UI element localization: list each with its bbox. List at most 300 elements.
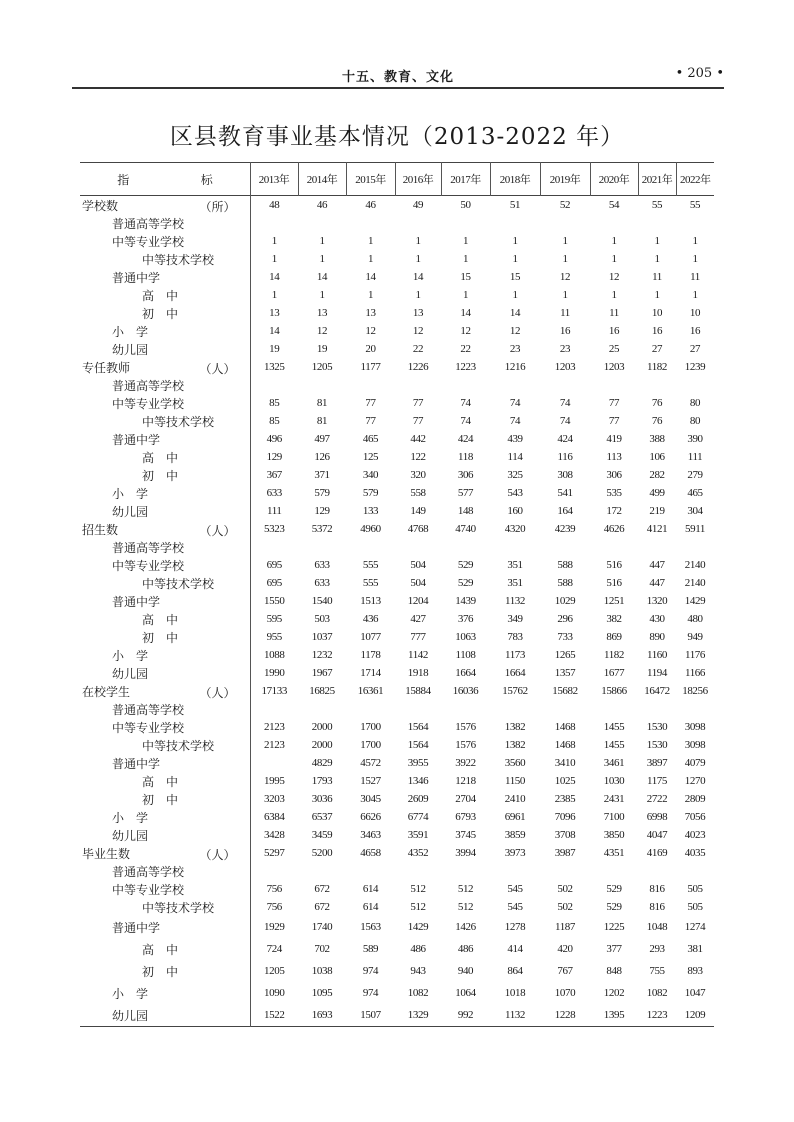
section-title: 十五、教育、文化 [341, 70, 454, 85]
row-label-cell [80, 394, 250, 412]
value-cell: 382 [606, 613, 622, 625]
value-cell: 1346 [407, 775, 429, 787]
table-row [80, 484, 714, 502]
value-cell: 325 [507, 469, 523, 481]
value-cell: 1329 [407, 1009, 429, 1021]
row-label-cell [80, 826, 250, 844]
table-row [80, 574, 714, 592]
value-cell: 633 [266, 487, 282, 499]
row-label: 初 中 [142, 964, 179, 979]
value-cell: 77 [365, 397, 376, 409]
row-label: 初 中 [142, 630, 179, 645]
value-cell: 1793 [311, 775, 333, 787]
row-unit: （所） [199, 200, 236, 214]
value-cell [638, 376, 676, 394]
value-cell: 10 [689, 307, 701, 319]
value-cell: 447 [649, 559, 665, 571]
row-label-cell [80, 358, 250, 376]
row-label-cell [80, 628, 250, 646]
value-cell: 76 [651, 397, 663, 409]
row-label: 幼儿园 [112, 1008, 149, 1023]
value-cell: 388 [649, 433, 665, 445]
value-cell: 1 [654, 235, 660, 247]
value-cell: 465 [687, 487, 703, 499]
value-cell: 1 [611, 289, 617, 301]
value-cell: 1455 [603, 721, 625, 733]
row-unit: （人） [199, 848, 236, 862]
value-cell: 52 [559, 199, 571, 211]
value-cell: 1225 [603, 921, 625, 933]
value-cell: 1132 [505, 1009, 525, 1021]
value-cell: 1967 [311, 667, 333, 679]
table-row [80, 592, 714, 610]
value-cell: 376 [457, 613, 474, 625]
value-cell: 133 [362, 505, 379, 517]
value-cell: 1205 [311, 361, 333, 373]
row-label: 普通中学 [112, 432, 161, 447]
value-cell: 3428 [264, 829, 285, 841]
table-row [80, 880, 714, 898]
value-cell: 1918 [407, 667, 429, 679]
value-cell: 1160 [647, 649, 667, 661]
table-row [80, 646, 714, 664]
value-cell: 3461 [603, 757, 625, 769]
value-cell: 293 [649, 943, 665, 955]
value-cell: 11 [690, 271, 700, 283]
value-cell: 577 [457, 487, 474, 499]
value-cell [250, 214, 298, 232]
value-cell [590, 700, 638, 718]
value-cell: 529 [457, 559, 474, 571]
table-row [80, 448, 714, 466]
value-cell: 1226 [407, 361, 429, 373]
year-header: 2020年 [590, 163, 638, 196]
row-label-cell [80, 1004, 250, 1027]
year-header: 2015年 [346, 163, 395, 196]
value-cell: 1395 [603, 1009, 625, 1021]
value-cell: 504 [410, 559, 426, 571]
value-cell: 1714 [360, 667, 381, 679]
table-row [80, 898, 714, 916]
value-cell: 442 [410, 433, 426, 445]
value-cell: 1178 [360, 649, 381, 661]
value-cell: 122 [410, 451, 426, 463]
value-cell: 1550 [264, 595, 285, 607]
value-cell: 1 [367, 289, 374, 301]
value-cell: 1429 [407, 921, 429, 933]
value-cell: 16 [689, 325, 701, 337]
value-cell: 777 [410, 631, 426, 643]
value-cell [395, 376, 441, 394]
value-cell: 1 [319, 289, 325, 301]
value-cell: 148 [457, 505, 474, 517]
value-cell: 1 [462, 235, 469, 247]
value-cell [250, 538, 298, 556]
table-row [80, 916, 714, 938]
row-label: 中等专业学校 [112, 720, 185, 735]
value-cell: 1995 [264, 775, 285, 787]
row-label-cell [80, 250, 250, 268]
value-cell: 7100 [603, 811, 625, 823]
value-cell: 499 [649, 487, 665, 499]
table-title: 区县教育事业基本情况（2013-2022 年） [169, 124, 625, 150]
row-label: 普通高等学校 [112, 702, 185, 717]
education-statistics-table [80, 162, 714, 1027]
value-cell: 4079 [684, 757, 706, 769]
row-label-cell [80, 754, 250, 772]
value-cell: 3987 [554, 847, 576, 859]
value-cell: 20 [365, 343, 376, 355]
row-label-cell [80, 790, 250, 808]
table-row [80, 938, 714, 960]
value-cell: 516 [606, 577, 622, 589]
row-label: 中等专业学校 [112, 234, 185, 249]
value-cell: 7096 [554, 811, 576, 823]
value-cell: 12 [316, 325, 328, 337]
value-cell: 1700 [360, 739, 381, 751]
value-cell [346, 538, 395, 556]
value-cell: 1507 [360, 1009, 381, 1021]
value-cell: 1664 [504, 667, 526, 679]
row-label-cell [80, 844, 250, 862]
value-cell [490, 862, 540, 880]
value-cell: 893 [687, 965, 703, 977]
row-label-cell [80, 520, 250, 538]
value-cell: 1468 [554, 739, 576, 751]
value-cell: 555 [362, 577, 379, 589]
value-cell: 427 [410, 613, 426, 625]
value-cell [676, 538, 714, 556]
value-cell: 3463 [360, 829, 381, 841]
value-cell: 516 [606, 559, 622, 571]
value-cell: 371 [314, 469, 330, 481]
value-cell: 118 [458, 451, 473, 463]
value-cell: 545 [507, 883, 523, 895]
value-cell: 1 [415, 253, 421, 265]
page-number: • 205 • [675, 66, 724, 81]
value-cell: 1 [319, 235, 325, 247]
row-label-cell [80, 592, 250, 610]
value-cell: 702 [314, 943, 330, 955]
row-label: 普通高等学校 [112, 864, 185, 879]
value-cell: 18256 [682, 685, 708, 697]
row-label-cell [80, 916, 250, 938]
value-cell: 1132 [505, 595, 525, 607]
value-cell: 1 [462, 253, 469, 265]
value-cell: 12 [559, 271, 571, 283]
value-cell: 3922 [455, 757, 476, 769]
row-label: 高 中 [142, 942, 179, 957]
value-cell: 306 [457, 469, 474, 481]
value-cell [590, 538, 638, 556]
value-cell: 1204 [407, 595, 429, 607]
row-label-cell [80, 960, 250, 982]
value-cell [298, 376, 346, 394]
value-cell: 6793 [455, 811, 476, 823]
value-cell: 23 [509, 343, 521, 355]
value-cell: 4572 [360, 757, 381, 769]
value-cell: 16 [651, 325, 663, 337]
value-cell: 377 [606, 943, 622, 955]
value-cell: 695 [266, 559, 282, 571]
value-cell: 1030 [603, 775, 625, 787]
value-cell: 869 [606, 631, 622, 643]
table-row [80, 862, 714, 880]
year-header: 2016年 [395, 163, 441, 196]
value-cell: 3410 [554, 757, 576, 769]
value-cell: 4047 [646, 829, 668, 841]
value-cell: 3973 [504, 847, 526, 859]
value-cell: 2410 [504, 793, 526, 805]
value-cell: 1929 [264, 921, 285, 933]
value-cell: 2000 [311, 739, 333, 751]
value-cell: 381 [687, 943, 703, 955]
header-row [80, 163, 714, 196]
row-label-cell [80, 376, 250, 394]
value-cell: 1064 [455, 987, 476, 999]
value-cell: 2809 [684, 793, 706, 805]
value-cell [590, 214, 638, 232]
value-cell: 77 [608, 397, 620, 409]
year-header: 2017年 [441, 163, 490, 196]
row-label: 普通高等学校 [112, 216, 185, 231]
value-cell: 2722 [646, 793, 668, 805]
value-cell: 6537 [311, 811, 333, 823]
value-cell: 2123 [264, 739, 285, 751]
value-cell: 2140 [684, 559, 706, 571]
table-row [80, 196, 714, 215]
value-cell: 13 [316, 307, 328, 319]
value-cell: 1194 [647, 667, 667, 679]
value-cell [441, 538, 490, 556]
value-cell: 504 [410, 577, 426, 589]
value-cell: 16825 [309, 685, 335, 697]
row-label-cell [80, 412, 250, 430]
value-cell: 6998 [646, 811, 668, 823]
row-label-cell [80, 808, 250, 826]
value-cell: 943 [410, 965, 426, 977]
table-row [80, 682, 714, 700]
value-cell [676, 214, 714, 232]
value-cell: 5200 [311, 847, 333, 859]
value-cell: 114 [507, 451, 523, 463]
value-cell: 1029 [554, 595, 576, 607]
value-cell: 6961 [504, 811, 526, 823]
table-row [80, 520, 714, 538]
value-cell: 2704 [455, 793, 476, 805]
value-cell: 1251 [603, 595, 625, 607]
row-label-cell [80, 232, 250, 250]
value-cell [395, 214, 441, 232]
value-cell [346, 862, 395, 880]
value-cell: 219 [649, 505, 665, 517]
value-cell: 2431 [603, 793, 625, 805]
value-cell: 695 [266, 577, 282, 589]
value-cell: 424 [457, 433, 474, 445]
value-cell [395, 862, 441, 880]
value-cell: 1182 [604, 649, 624, 661]
value-cell: 4023 [684, 829, 706, 841]
value-cell: 74 [509, 415, 521, 427]
value-cell: 1 [271, 253, 277, 265]
value-cell: 77 [412, 397, 424, 409]
value-cell: 848 [606, 965, 622, 977]
value-cell: 1018 [504, 987, 526, 999]
value-cell: 1576 [455, 721, 476, 733]
row-label-cell [80, 982, 250, 1004]
value-cell [441, 214, 490, 232]
table-row [80, 960, 714, 982]
value-cell: 436 [362, 613, 379, 625]
value-cell: 1082 [646, 987, 668, 999]
value-cell: 4121 [646, 523, 668, 535]
value-cell: 74 [460, 397, 471, 409]
row-unit: （人） [199, 524, 236, 538]
value-cell: 816 [649, 883, 665, 895]
value-cell: 1209 [684, 1009, 706, 1021]
value-cell: 77 [608, 415, 620, 427]
value-cell [250, 754, 298, 772]
row-label: 普通中学 [112, 920, 161, 935]
value-cell: 2140 [684, 577, 706, 589]
table-row [80, 430, 714, 448]
value-cell: 14 [365, 271, 376, 283]
table-row [80, 982, 714, 1004]
value-cell [540, 538, 590, 556]
row-label-cell [80, 700, 250, 718]
value-cell: 1 [562, 235, 568, 247]
value-cell: 3098 [684, 721, 706, 733]
value-cell: 1203 [554, 361, 576, 373]
value-cell: 480 [687, 613, 703, 625]
value-cell: 1540 [311, 595, 333, 607]
table-row [80, 700, 714, 718]
value-cell: 1 [562, 253, 568, 265]
value-cell: 1 [415, 235, 421, 247]
value-cell: 1090 [264, 987, 285, 999]
value-cell [395, 700, 441, 718]
value-cell: 351 [507, 559, 523, 571]
value-cell: 419 [606, 433, 622, 445]
table-row [80, 664, 714, 682]
value-cell: 1176 [685, 649, 705, 661]
table-row [80, 412, 714, 430]
value-cell: 535 [606, 487, 622, 499]
value-cell: 1 [692, 289, 698, 301]
value-cell: 14 [509, 307, 521, 319]
row-label: 中等技术学校 [142, 414, 215, 429]
value-cell [540, 700, 590, 718]
row-label: 高 中 [142, 450, 179, 465]
value-cell: 496 [266, 433, 282, 445]
value-cell: 11 [652, 271, 662, 283]
value-cell: 22 [412, 343, 424, 355]
value-cell: 1522 [264, 1009, 285, 1021]
value-cell: 106 [649, 451, 665, 463]
row-label: 普通中学 [112, 594, 161, 609]
indicator-header-char-2: 标 [200, 172, 213, 187]
value-cell: 4352 [407, 847, 429, 859]
row-label: 小 学 [112, 486, 149, 501]
value-cell: 3850 [603, 829, 625, 841]
table-row [80, 376, 714, 394]
value-cell: 15 [509, 271, 521, 283]
value-cell: 15884 [405, 685, 431, 697]
value-cell: 1320 [646, 595, 668, 607]
value-cell: 486 [410, 943, 426, 955]
value-cell: 1203 [603, 361, 625, 373]
value-cell: 505 [687, 901, 703, 913]
value-cell: 1232 [311, 649, 333, 661]
row-label: 初 中 [142, 468, 179, 483]
value-cell: 756 [266, 883, 282, 895]
value-cell [298, 862, 346, 880]
value-cell: 767 [557, 965, 573, 977]
row-label-cell [80, 304, 250, 322]
value-cell: 497 [314, 433, 330, 445]
value-cell: 1173 [505, 649, 525, 661]
value-cell: 1 [692, 235, 698, 247]
value-cell: 512 [457, 901, 474, 913]
value-cell: 589 [362, 943, 379, 955]
value-cell: 74 [559, 397, 571, 409]
value-cell: 4626 [603, 523, 625, 535]
value-cell: 486 [457, 943, 474, 955]
value-cell: 4239 [554, 523, 576, 535]
value-cell: 51 [509, 199, 521, 211]
value-cell: 12 [412, 325, 424, 337]
value-cell: 16036 [452, 685, 479, 697]
table-row [80, 394, 714, 412]
row-label-cell [80, 214, 250, 232]
row-label-cell [80, 322, 250, 340]
value-cell: 1187 [555, 921, 575, 933]
header-rule [72, 87, 724, 89]
value-cell: 1382 [504, 739, 526, 751]
value-cell [676, 862, 714, 880]
value-cell: 149 [410, 505, 426, 517]
value-cell: 13 [365, 307, 376, 319]
row-label-cell [80, 340, 250, 358]
table-body [80, 196, 714, 1027]
value-cell: 14 [412, 271, 424, 283]
value-cell: 949 [687, 631, 703, 643]
table-row [80, 556, 714, 574]
row-label-cell [80, 268, 250, 286]
table-row [80, 610, 714, 628]
value-cell: 340 [362, 469, 379, 481]
value-cell [490, 538, 540, 556]
value-cell: 13 [269, 307, 280, 319]
value-cell: 1530 [646, 739, 668, 751]
value-cell: 14 [460, 307, 471, 319]
value-cell: 588 [557, 559, 573, 571]
value-cell: 529 [457, 577, 474, 589]
value-cell: 48 [269, 199, 280, 211]
value-cell: 81 [316, 415, 328, 427]
value-cell: 3897 [646, 757, 668, 769]
value-cell [298, 214, 346, 232]
value-cell: 129 [314, 505, 330, 517]
value-cell: 1150 [505, 775, 525, 787]
value-cell: 1063 [455, 631, 476, 643]
value-cell: 6626 [360, 811, 381, 823]
value-cell: 974 [362, 987, 379, 999]
value-cell: 46 [365, 199, 376, 211]
value-cell: 3459 [311, 829, 333, 841]
value-cell: 1166 [685, 667, 705, 679]
value-cell [441, 700, 490, 718]
